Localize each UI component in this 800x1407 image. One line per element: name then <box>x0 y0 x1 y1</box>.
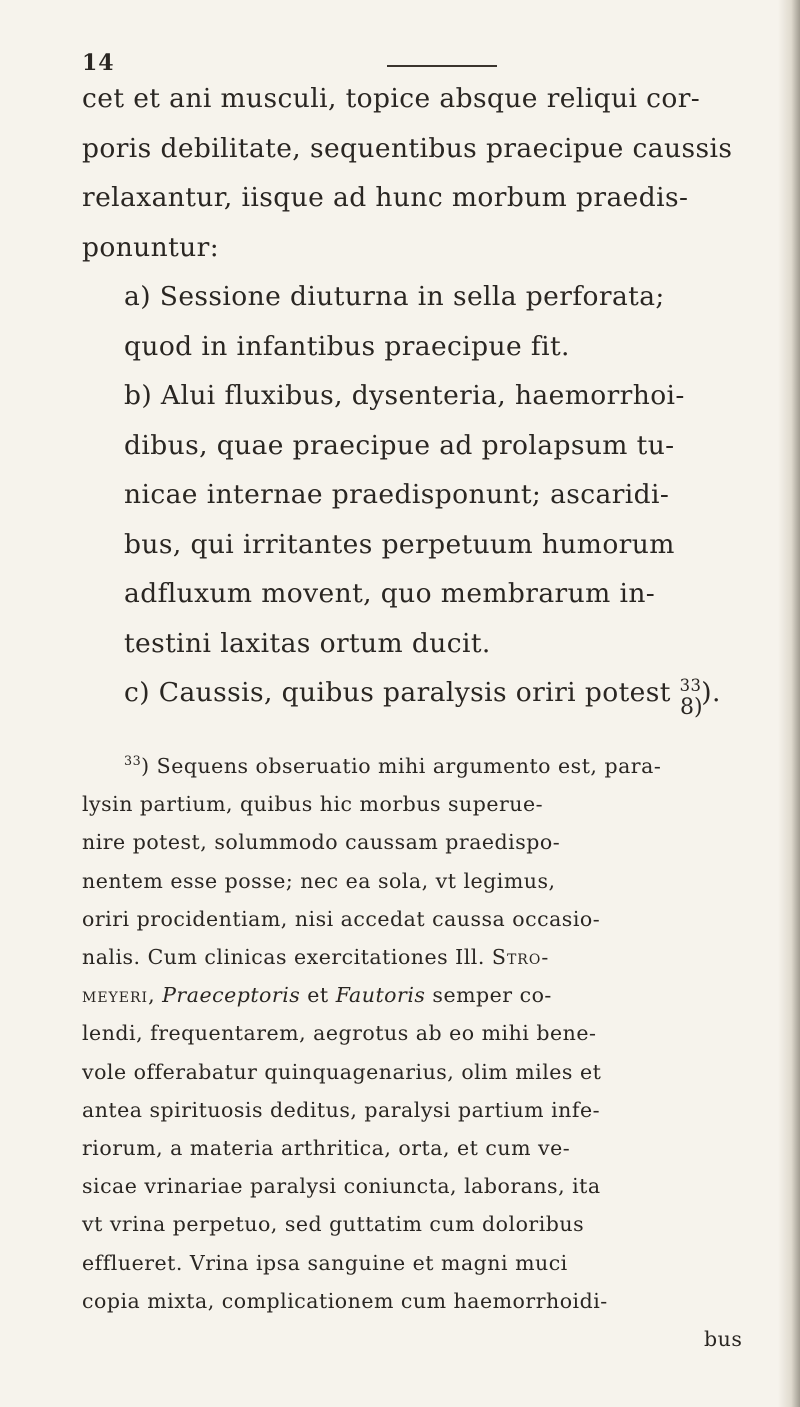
text-line: cet et ani musculi, topice absque reliqui cor- <box>82 83 701 114</box>
text-line: quod in infantibus praecipue fit. <box>124 330 570 362</box>
text-line: testini laxitas ortum ducit. <box>124 627 491 659</box>
list-item-c <box>82 668 772 718</box>
text-line: bus, qui irritantes perpetuum humorum <box>124 528 675 560</box>
footnote-line-end: semper co- <box>425 983 552 1008</box>
footnote-line: lendi, frequentarem, aegrotus ab eo mihi bene- <box>82 1021 597 1046</box>
text-line: adfluxum movent, quo membrarum in- <box>124 578 656 609</box>
footnote-line: lysin partium, quibus hic morbus superue- <box>82 792 544 817</box>
page-edge-shadow <box>778 0 800 1407</box>
author-name-part-2: meyeri <box>82 983 149 1008</box>
footnote-line-text: nalis. Cum clinicas exercitationes Ill. <box>82 945 485 970</box>
footnote-final-word: bus <box>704 1327 743 1352</box>
list-item-a <box>82 272 772 371</box>
footnote-line: nentem esse posse; nec ea sola, vt legimus, <box>82 868 556 893</box>
footnote-ref: 33 <box>679 676 702 696</box>
header-rule <box>387 65 497 67</box>
footnote-first-line: ) Sequens obseruatio mihi argumento est, para- <box>141 754 662 778</box>
footnote-line <box>82 976 772 1014</box>
footnote-line <box>82 938 772 976</box>
footnote <box>82 747 772 1358</box>
list-item-b <box>82 371 772 668</box>
title-fautoris: Fautoris <box>335 983 426 1008</box>
footnote-line: oriri procidentiam, nisi accedat caussa occasio- <box>82 906 601 931</box>
footnote-line: nire potest, solummodo caussam praedispo- <box>82 830 561 855</box>
catchword: 8) <box>680 695 703 720</box>
text-line <box>124 668 772 718</box>
footnote-line: copia mixta, complicationem cum haemorrhoidi- <box>82 1288 608 1313</box>
footnote-line: vt vrina perpetuo, sed guttatim cum doloribus <box>82 1212 585 1237</box>
text-line: poris debilitate, sequentibus praecipue caussis <box>82 132 733 164</box>
text-line: ponuntur: <box>82 231 220 263</box>
author-name-part-1: Stro- <box>491 945 550 970</box>
footnote-conj: et <box>300 983 336 1008</box>
footnote-line <box>82 747 772 785</box>
text-line: relaxantur, iisque ad hunc morbum praedis- <box>82 182 689 213</box>
text-line: a) Sessione diuturna in sella perforata; <box>124 281 665 312</box>
page-number: 14 <box>82 50 115 76</box>
footnote-line: efflueret. Vrina ipsa sanguine et magni muci <box>82 1250 568 1275</box>
footnote-line: vole offerabatur quinquagenarius, olim miles et <box>82 1059 602 1084</box>
intro-paragraph <box>82 74 772 272</box>
footnote-punct: , <box>148 983 163 1008</box>
item-c-end: ). <box>701 677 721 708</box>
text-line: dibus, quae praecipue ad prolapsum tu- <box>124 429 675 461</box>
footnote-line: antea spirituosis deditus, paralysi partium infe- <box>82 1097 601 1122</box>
footnote-line: riorum, a materia arthritica, orta, et cum ve- <box>82 1136 571 1161</box>
main-text <box>82 74 772 718</box>
title-praeceptoris: Praeceptoris <box>162 983 301 1008</box>
text-line: nicae internae praedisponunt; ascaridi- <box>124 479 670 510</box>
footnote-line: sicae vrinariae paralysi coniuncta, laborans, ita <box>82 1174 601 1199</box>
footnote-marker: 33 <box>124 753 142 769</box>
item-c-text: c) Caussis, quibus paralysis oriri potest <box>124 677 671 708</box>
text-line: b) Alui fluxibus, dysenteria, haemorrhoi- <box>124 380 685 411</box>
